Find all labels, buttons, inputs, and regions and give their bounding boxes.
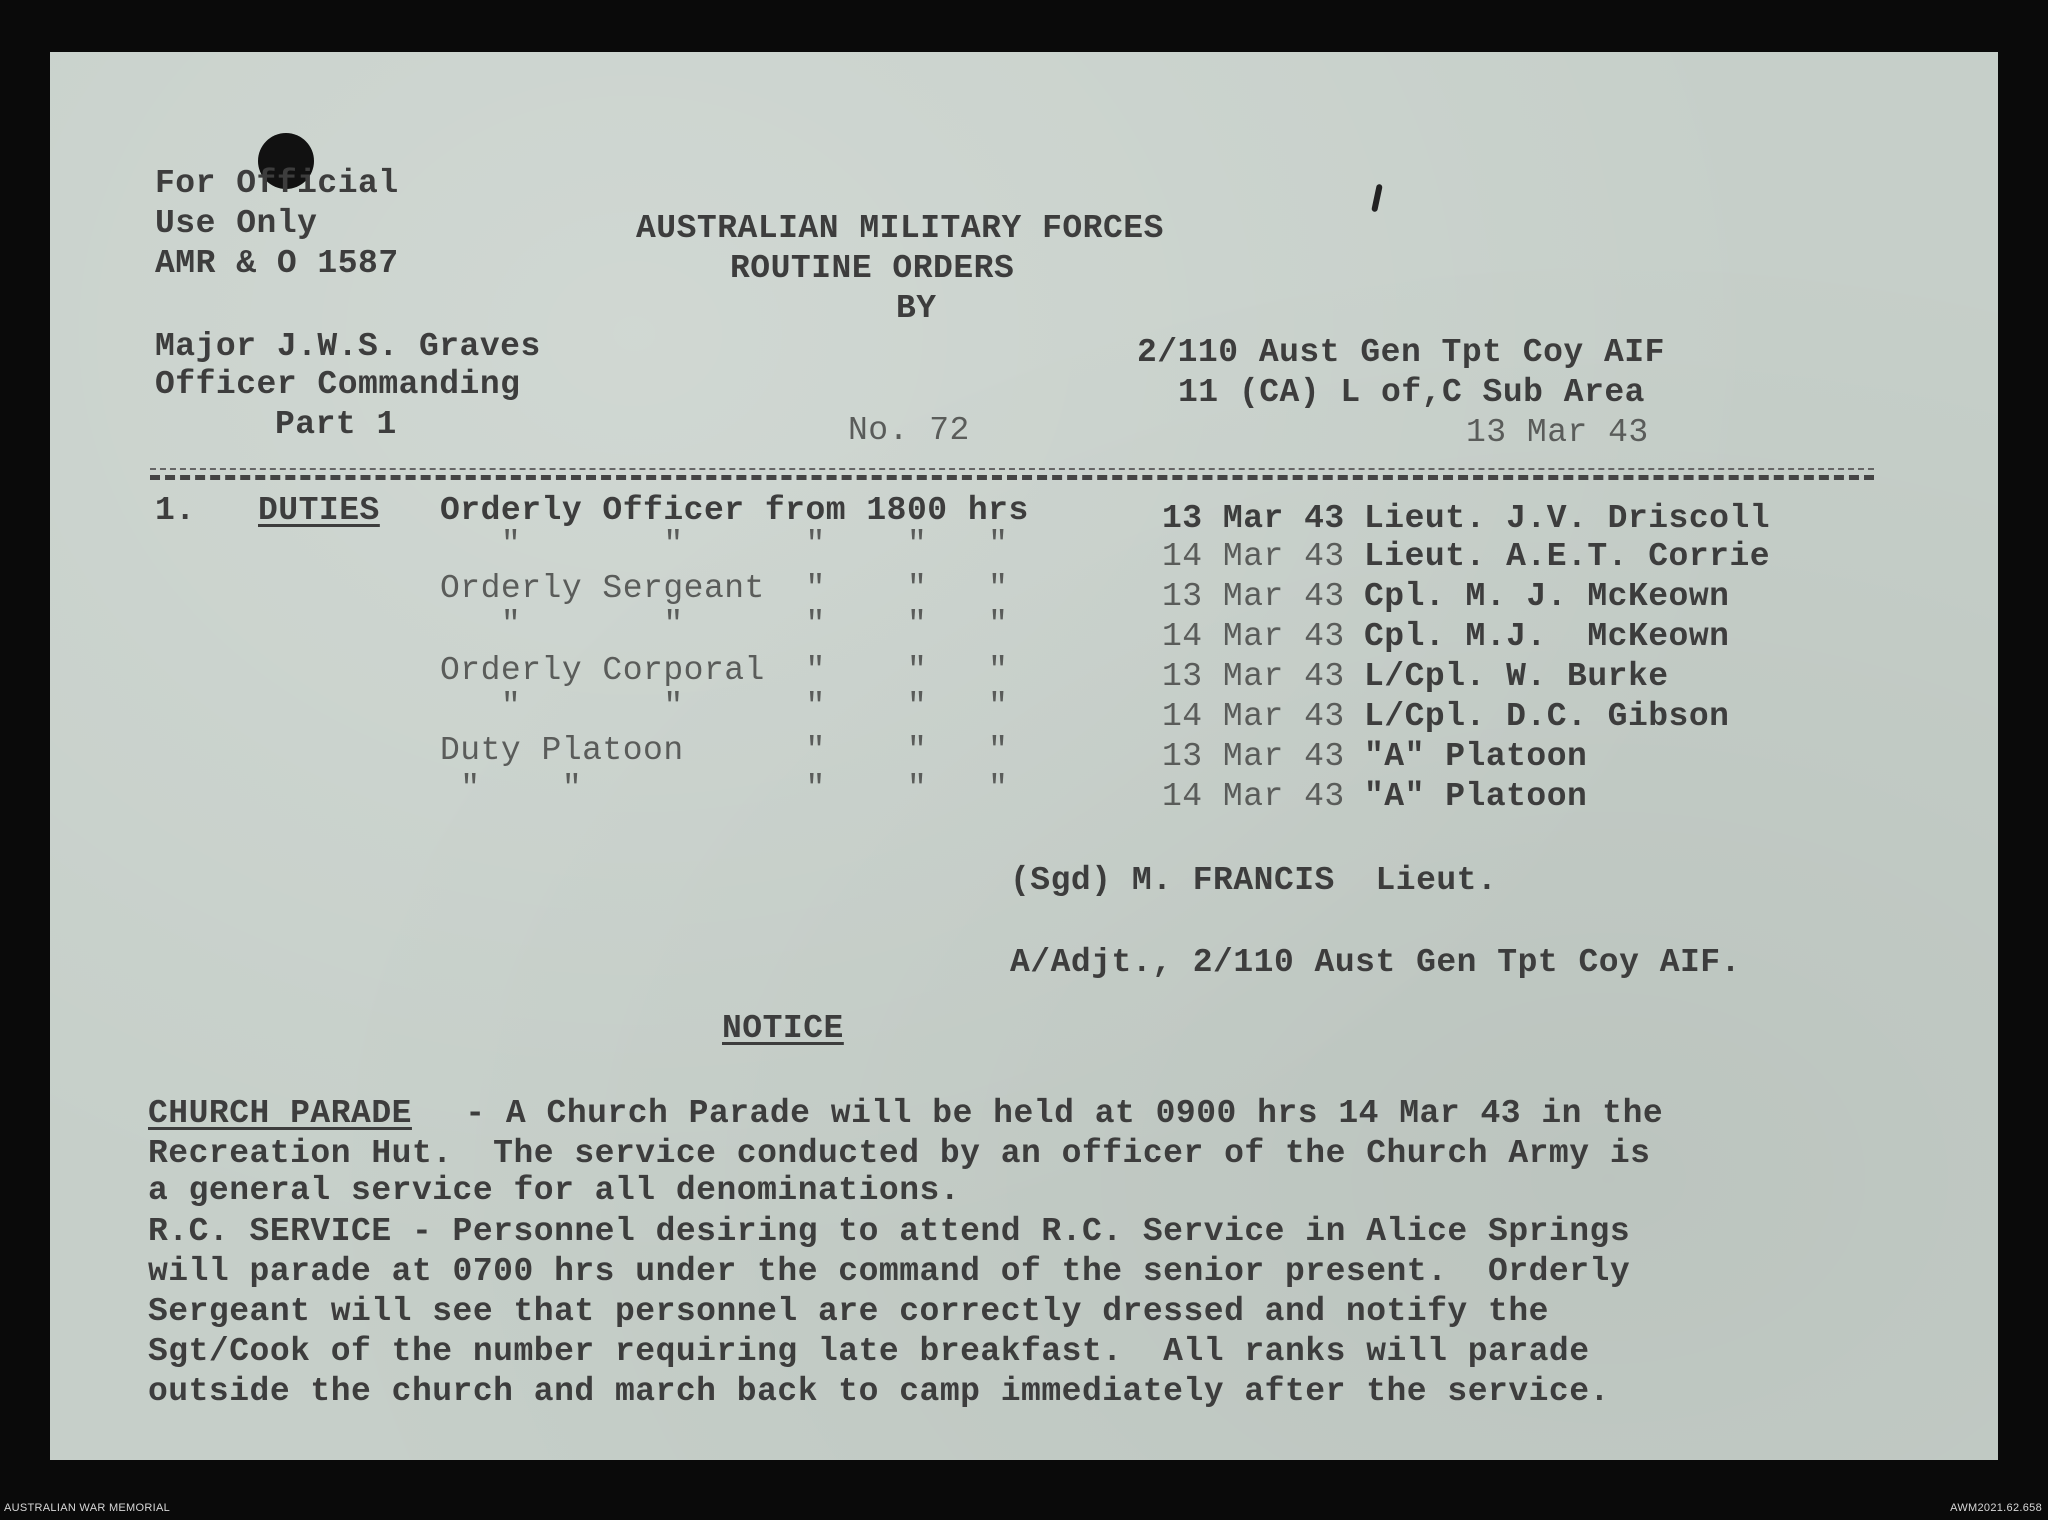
church-parade-label: CHURCH PARADE	[148, 1095, 412, 1132]
archive-credit: AUSTRALIAN WAR MEMORIAL	[4, 1502, 171, 1514]
duty-date: 13 Mar 43	[1162, 578, 1345, 615]
duty-person: Lieut. J.V. Driscoll	[1364, 500, 1771, 537]
duty-label: Orderly Corporal " " "	[440, 652, 1009, 689]
duty-person: Cpl. M. J. McKeown	[1364, 578, 1730, 615]
notice-line: a general service for all denominations.	[148, 1172, 961, 1209]
duty-person: Cpl. M.J. McKeown	[1364, 618, 1730, 655]
notice-line: will parade at 0700 hrs under the command of the senior present. Orderly	[148, 1253, 1631, 1290]
order-number: No. 72	[848, 412, 970, 449]
duty-date: 13 Mar 43	[1162, 658, 1345, 695]
duty-date: 14 Mar 43	[1162, 618, 1345, 655]
divider-thin	[150, 468, 1874, 470]
document-title: AUSTRALIAN MILITARY FORCES	[636, 210, 1164, 247]
officer-name: Major J.W.S. Graves	[155, 328, 541, 365]
classification-line-1: For Official	[155, 165, 399, 202]
duty-person: L/Cpl. D.C. Gibson	[1364, 698, 1730, 735]
duty-label: " " " " "	[440, 688, 1009, 725]
divider	[150, 475, 1874, 480]
duty-label: Orderly Sergeant " " "	[440, 570, 1009, 607]
part-label: Part 1	[275, 406, 397, 443]
duty-person: "A" Platoon	[1364, 738, 1588, 775]
notice-line: - A Church Parade will be held at 0900 hrs 14 Mar 43 in the	[445, 1095, 1664, 1132]
notice-line: R.C. SERVICE - Personnel desiring to attend R.C. Service in Alice Springs	[148, 1213, 1631, 1250]
section-heading-duties: DUTIES	[258, 492, 380, 529]
duty-date: 13 Mar 43	[1162, 500, 1345, 537]
notice-heading: NOTICE	[722, 1010, 844, 1047]
signature-line: (Sgd) M. FRANCIS Lieut.	[1010, 862, 1498, 899]
archive-reference: AWM2021.62.658	[1950, 1502, 2042, 1514]
officer-title: Officer Commanding	[155, 366, 521, 403]
duty-label: " " " " "	[440, 606, 1009, 643]
sub-area: 11 (CA) L of,C Sub Area	[1178, 374, 1645, 411]
duty-date: 13 Mar 43	[1162, 738, 1345, 775]
notice-line: Recreation Hut. The service conducted by an officer of the Church Army is	[148, 1135, 1651, 1172]
amr-reference: AMR & O 1587	[155, 245, 399, 282]
duty-date: 14 Mar 43	[1162, 698, 1345, 735]
classification-line-2: Use Only	[155, 205, 318, 242]
signature-appointment: A/Adjt., 2/110 Aust Gen Tpt Coy AIF.	[1010, 944, 1741, 981]
duty-date: 14 Mar 43	[1162, 778, 1345, 815]
notice-line: outside the church and march back to camp immediately after the service.	[148, 1373, 1610, 1410]
unit-name: 2/110 Aust Gen Tpt Coy AIF	[1137, 334, 1665, 371]
duty-label: Orderly Officer from 1800 hrs	[440, 492, 1029, 529]
duty-label: Duty Platoon " " "	[440, 732, 1009, 769]
duty-person: "A" Platoon	[1364, 778, 1588, 815]
duty-person: L/Cpl. W. Burke	[1364, 658, 1669, 695]
duty-label: " " " " "	[440, 526, 1009, 563]
by-line: BY	[896, 290, 937, 327]
notice-line: Sgt/Cook of the number requiring late breakfast. All ranks will parade	[148, 1333, 1590, 1370]
document-subtitle: ROUTINE ORDERS	[730, 250, 1015, 287]
order-date: 13 Mar 43	[1466, 414, 1649, 451]
duty-label: " " " " "	[440, 770, 1009, 807]
duty-person: Lieut. A.E.T. Corrie	[1364, 538, 1771, 575]
section-number: 1.	[155, 492, 196, 529]
duty-date: 14 Mar 43	[1162, 538, 1345, 575]
notice-line: Sergeant will see that personnel are correctly dressed and notify the	[148, 1293, 1549, 1330]
